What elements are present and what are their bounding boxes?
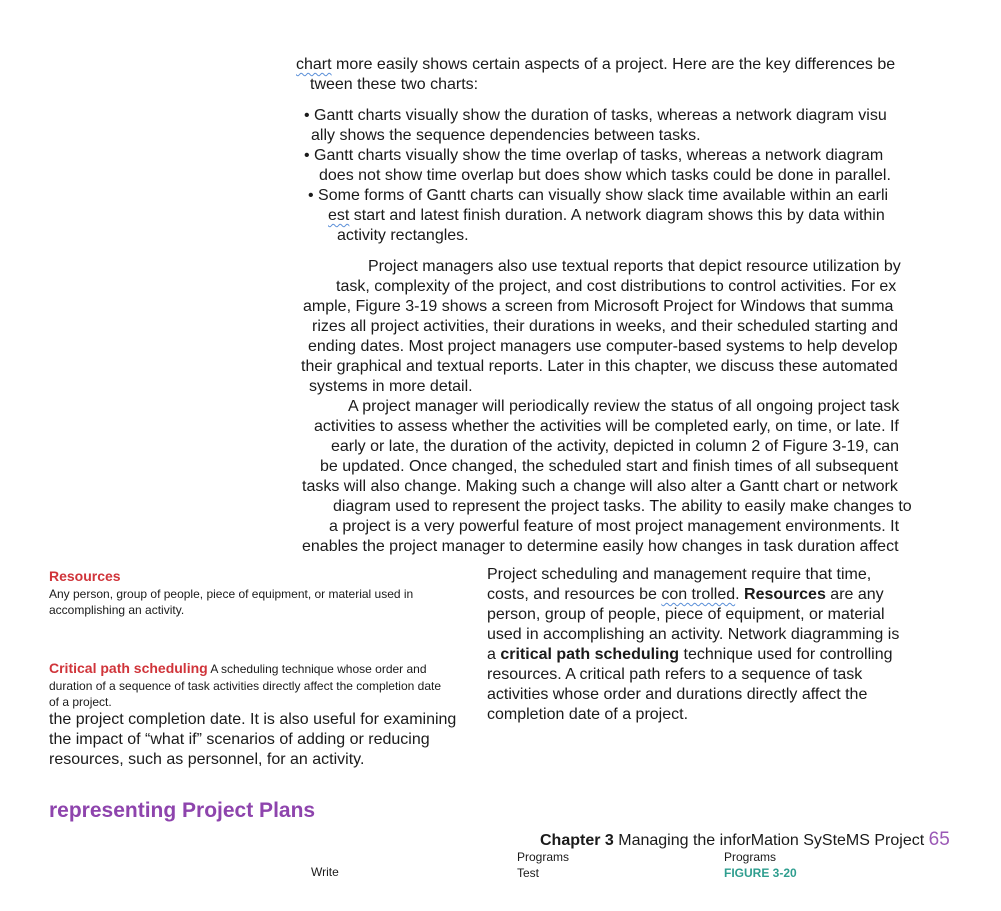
paragraph-line: early or late, the duration of the activity, depicted in column 2 of Figure 3-19, can	[331, 438, 900, 455]
glossary-definition-line: of a project.	[49, 695, 112, 709]
paragraph-line: activities to assess whether the activities will be completed early, on time, or late. If	[314, 418, 899, 435]
paragraph-line: enables the project manager to determine easily how changes in task duration affect	[302, 538, 899, 555]
page-number: 65	[928, 829, 950, 850]
glossary-definition-line: duration of a sequence of task activities directly affect the completion date	[49, 679, 442, 693]
text-line: the project completion date. It is also useful for examining	[49, 711, 457, 728]
text-line	[487, 585, 884, 605]
glossary-term: Resources	[49, 568, 121, 584]
paragraph-line: rizes all project activities, their durations in weeks, and their scheduled starting and	[312, 318, 899, 335]
text-span: start and latest finish duration. A network diagram shows this by data within	[349, 207, 885, 224]
glossary-definition-line: accomplishing an activity.	[49, 603, 185, 617]
section-heading: representing Project Plans	[49, 799, 316, 822]
paragraph-line: ending dates. Most project managers use computer-based systems to help develop	[308, 338, 898, 355]
text-span: more easily shows certain aspects of a project. Here are the key differences be	[331, 56, 896, 73]
spellcheck-word: con trolled	[661, 586, 736, 603]
text-line: used in accomplishing an activity. Network diagramming is	[487, 626, 900, 643]
glossary-entry-line	[49, 660, 427, 677]
text-span: .	[735, 586, 745, 603]
chapter-title: Managing the inforMation SySteMS Project	[613, 832, 925, 849]
glossary-definition-line: Any person, group of people, piece of equipment, or material used in	[49, 587, 414, 601]
figure-label-test: Test	[517, 866, 540, 880]
paragraph-line: be updated. Once changed, the scheduled start and finish times of all subsequent	[320, 458, 899, 475]
key-term: Resources	[744, 586, 826, 603]
text-line	[487, 645, 893, 665]
text-span: are any	[825, 586, 884, 603]
paragraph-line: systems in more detail.	[309, 378, 473, 395]
glossary-term: Critical path scheduling	[49, 660, 208, 676]
paragraph-line: diagram used to represent the project tasks. The ability to easily make changes to	[333, 498, 912, 515]
text-line: activities whose order and durations directly affect the	[487, 686, 868, 703]
text-line: completion date of a project.	[487, 706, 689, 723]
bullet-line: • Gantt charts visually show the time overlap of tasks, whereas a network diagram	[304, 147, 884, 164]
bullet-line	[328, 206, 885, 226]
text-line	[296, 55, 895, 75]
figure-caption-number: FIGURE 3-20	[724, 866, 797, 880]
chapter-label: Chapter 3	[540, 832, 614, 849]
paragraph-line: tasks will also change. Making such a change will also alter a Gantt chart or network	[302, 478, 898, 495]
text-span: a	[487, 646, 501, 663]
paragraph-line: a project is a very powerful feature of most project management environments. It	[329, 518, 900, 535]
spellcheck-word: chart	[296, 56, 332, 73]
spellcheck-word: est	[328, 207, 350, 224]
bullet-line: activity rectangles.	[337, 227, 469, 244]
paragraph-line: ample, Figure 3-19 shows a screen from Microsoft Project for Windows that summa	[303, 298, 894, 315]
text-line: resources, such as personnel, for an activity.	[49, 751, 365, 768]
bullet-line: ally shows the sequence dependencies between tasks.	[311, 127, 701, 144]
paragraph-line: A project manager will periodically review the status of all ongoing project task	[348, 398, 900, 415]
running-footer	[540, 829, 950, 851]
bullet-line: • Some forms of Gantt charts can visually show slack time available within an earli	[308, 187, 889, 204]
bullet-line: does not show time overlap but does show which tasks could be done in parallel.	[319, 167, 891, 184]
figure-label-programs: Programs	[517, 850, 570, 864]
text-line: person, group of people, piece of equipment, or material	[487, 606, 885, 623]
text-line: Project scheduling and management require that time,	[487, 566, 872, 583]
paragraph-line: their graphical and textual reports. Later in this chapter, we discuss these automated	[301, 358, 898, 375]
bullet-line: • Gantt charts visually show the duration of tasks, whereas a network diagram visu	[304, 107, 887, 124]
text-span: technique used for controlling	[679, 646, 893, 663]
text-line: the impact of “what if” scenarios of adding or reducing	[49, 731, 430, 748]
key-term: critical path scheduling	[500, 646, 680, 663]
glossary-definition: A scheduling technique whose order and	[207, 662, 427, 676]
figure-label-write: Write	[311, 865, 339, 879]
text-line: resources. A critical path refers to a sequence of task	[487, 666, 863, 683]
figure-label-programs: Programs	[724, 850, 777, 864]
text-span: costs, and resources be	[487, 586, 662, 603]
paragraph-line: task, complexity of the project, and cost distributions to control activities. For ex	[336, 278, 897, 295]
text-line: tween these two charts:	[310, 76, 479, 93]
paragraph-line: Project managers also use textual reports that depict resource utilization by	[368, 258, 901, 275]
